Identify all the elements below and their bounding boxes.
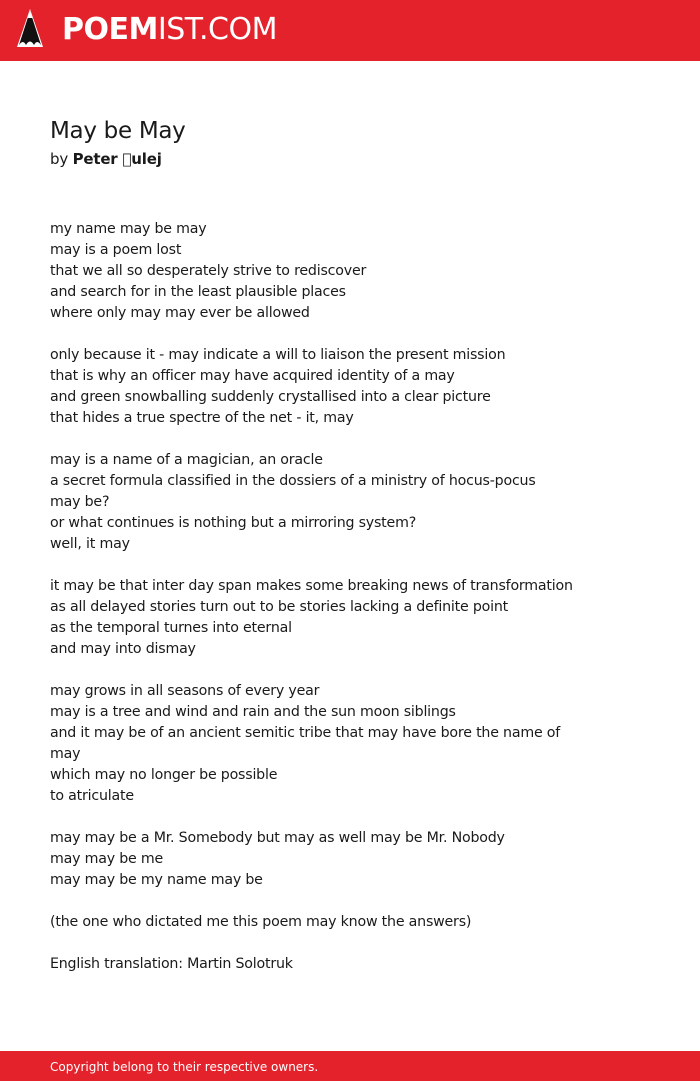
- poem-line: and search for in the least plausible places: [50, 284, 346, 300]
- poem-line: may: [50, 746, 81, 762]
- site-header: [0, 0, 700, 61]
- poem-line: may may be me: [50, 851, 164, 867]
- poem-line: may may be my name may be: [50, 872, 263, 888]
- poem-line: my name may be may: [50, 221, 207, 237]
- poem-line: English translation: Martin Solotruk: [50, 956, 293, 972]
- poem-line: (the one who dictated me this poem may know the answers): [50, 914, 472, 930]
- byline: [50, 149, 162, 169]
- poem-line: that hides a true spectre of the net - it, may: [50, 410, 354, 426]
- site-logo-text[interactable]: [62, 12, 277, 48]
- copyright-notice: Copyright belong to their respective owners.: [50, 1060, 319, 1074]
- poem-line: may grows in all seasons of every year: [50, 683, 320, 699]
- pencil-logo-icon[interactable]: [17, 9, 43, 51]
- poem-line: well, it may: [50, 536, 130, 552]
- poem-line: only because it - may indicate a will to liaison the present mission: [50, 347, 506, 363]
- brand-bold: POEM: [62, 12, 158, 47]
- poem-line: that is why an officer may have acquired identity of a may: [50, 368, 455, 384]
- poem-line: where only may may ever be allowed: [50, 305, 310, 321]
- poem-stanza: [50, 912, 610, 933]
- poem-line: may is a tree and wind and rain and the sun moon siblings: [50, 704, 456, 720]
- poem-line: and green snowballing suddenly crystallised into a clear picture: [50, 389, 491, 405]
- poem-stanza: [50, 345, 610, 429]
- brand-light: IST.COM: [157, 12, 277, 47]
- poem-line: may may be a Mr. Somebody but may as well may be Mr. Nobody: [50, 830, 505, 846]
- poem-stanza: [50, 828, 610, 891]
- by-prefix: by: [50, 150, 68, 168]
- poem-line: that we all so desperately strive to rediscover: [50, 263, 367, 279]
- poem-stanza: [50, 954, 610, 975]
- poem-line: may is a poem lost: [50, 242, 182, 258]
- poem-line: or what continues is nothing but a mirroring system?: [50, 515, 417, 531]
- poem-line: and it may be of an ancient semitic tribe that may have bore the name of: [50, 725, 561, 741]
- poem-line: and may into dismay: [50, 641, 196, 657]
- poem-line: as all delayed stories turn out to be stories lacking a definite point: [50, 599, 509, 615]
- poem-line: to atriculate: [50, 788, 134, 804]
- poem-title: May be May: [50, 118, 186, 144]
- poem-line: it may be that inter day span makes some breaking news of transformation: [50, 578, 573, 594]
- poem-stanza: [50, 681, 610, 807]
- poem-line: may is a name of a magician, an oracle: [50, 452, 323, 468]
- poem-stanza: [50, 576, 610, 660]
- poem-line: as the temporal turnes into eternal: [50, 620, 292, 636]
- poem-stanza: [50, 450, 610, 555]
- poem-line: may be?: [50, 494, 110, 510]
- site-footer: [0, 1051, 700, 1081]
- poem-line: which may no longer be possible: [50, 767, 278, 783]
- poem-body: [50, 219, 610, 996]
- poem-line: a secret formula classified in the dossiers of a ministry of hocus-pocus: [50, 473, 536, 489]
- poem-stanza: [50, 219, 610, 324]
- author-name[interactable]: Peter  ulej: [72, 150, 162, 168]
